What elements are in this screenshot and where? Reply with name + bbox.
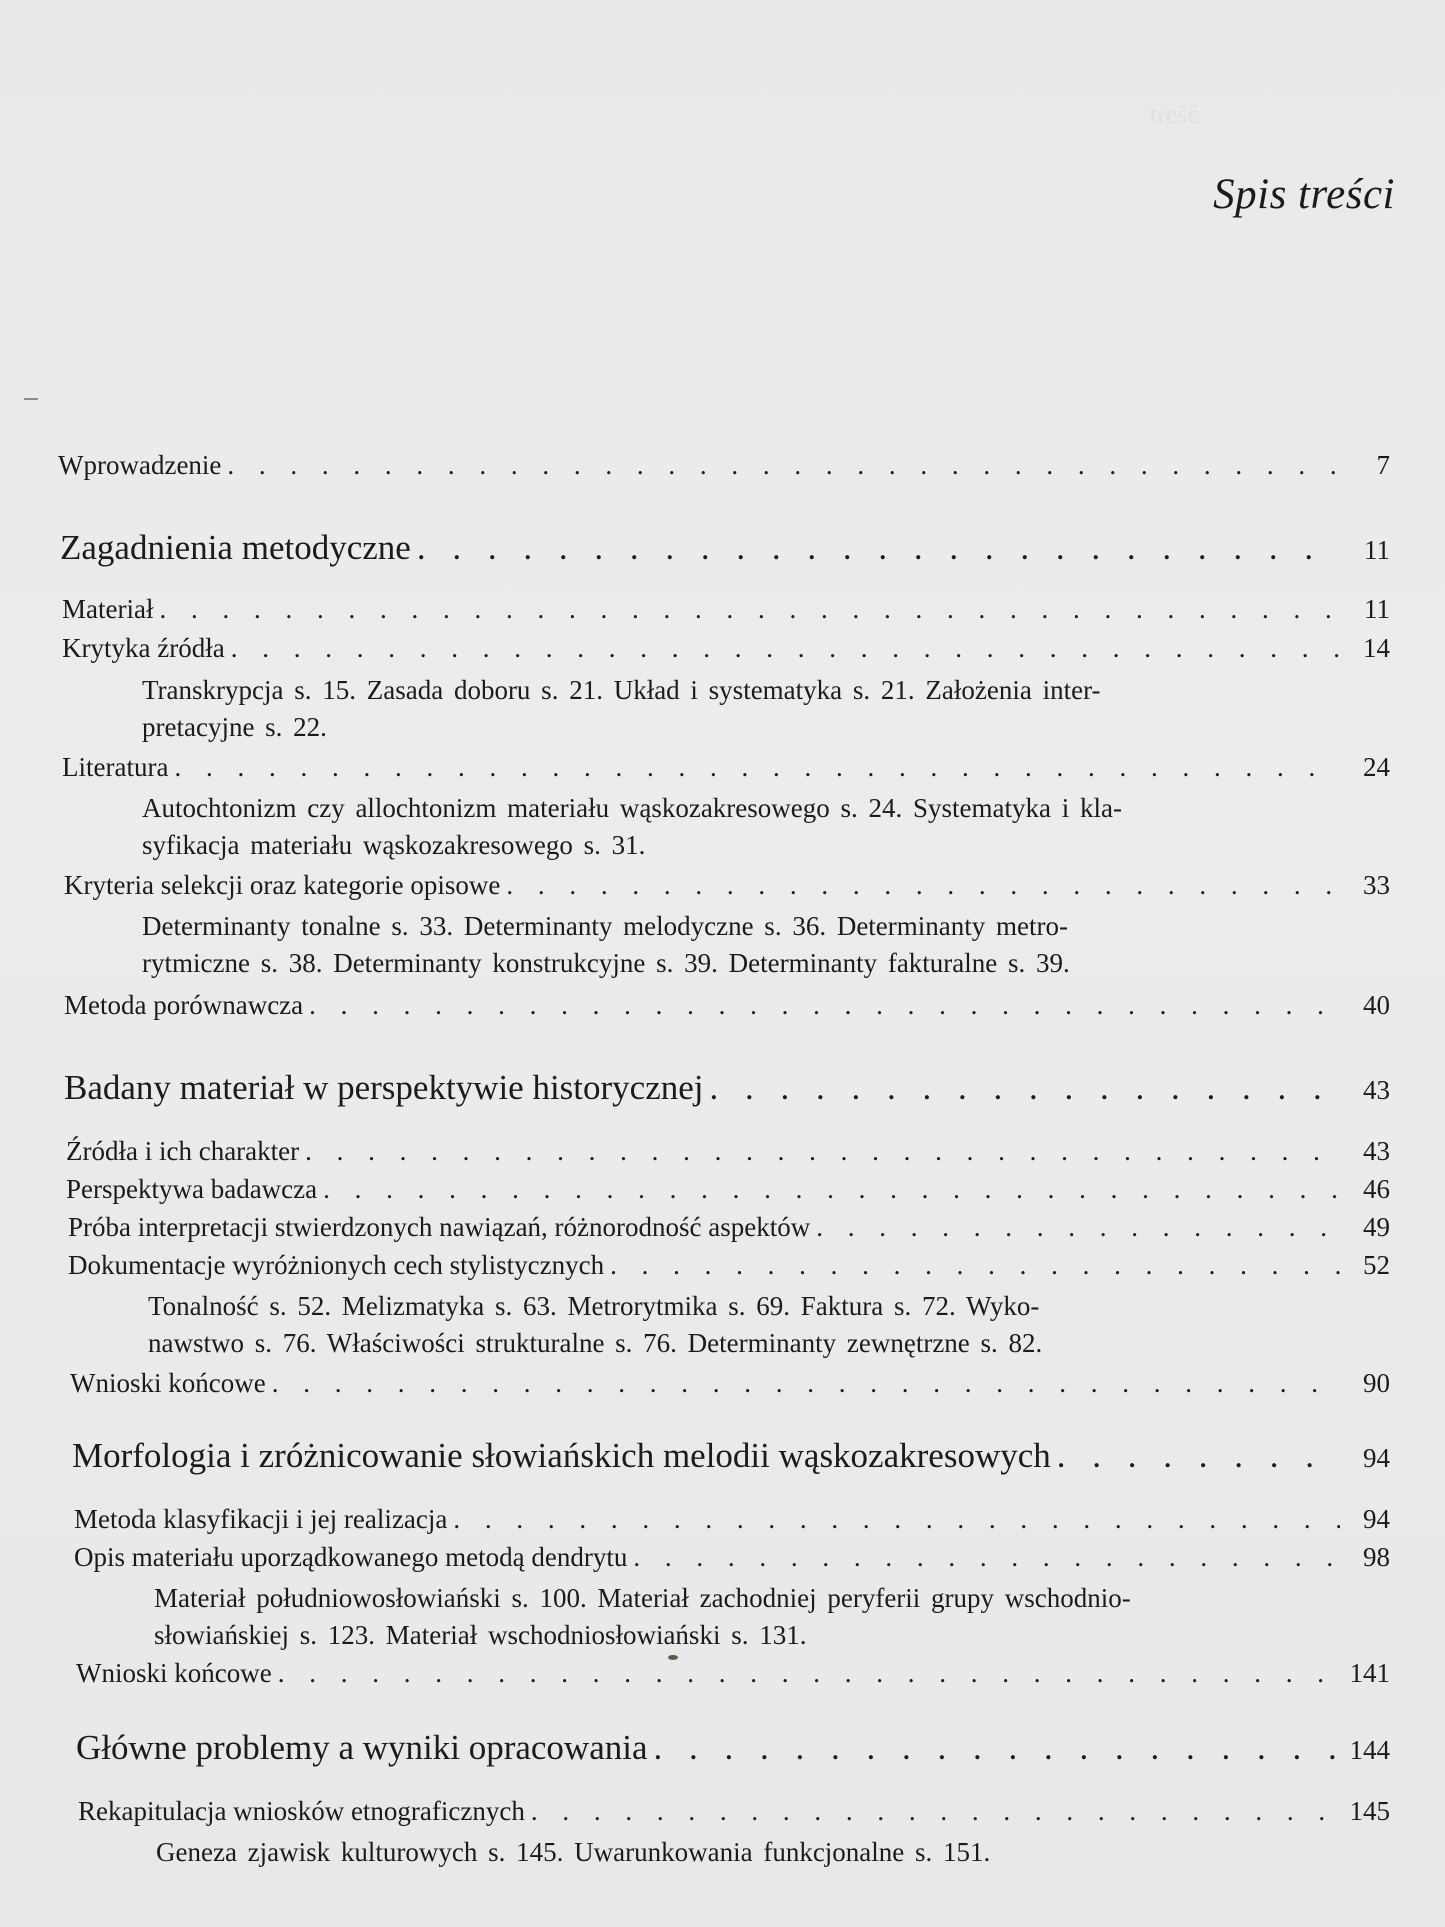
toc-label: Wnioski końcowe [70,1368,266,1398]
toc-label: Perspektywa badawcza [66,1174,318,1204]
subtopic-line: Geneza zjawisk kulturowych s. 145. Uwarunkowania funkcjonalne s. 151. [156,1837,991,1867]
dot-leader [531,1796,1340,1827]
toc-chapter-1[interactable] [60,528,1390,568]
toc-page-number: 46 [1363,1174,1390,1204]
dot-leader [323,1174,1340,1205]
toc-entry[interactable] [62,594,1390,625]
subtopic-line: rytmiczne s. 38. Determinanty konstrukcyjne s. 39. Determinanty fakturalne s. 39. [142,948,1070,978]
toc-label: Rekapitulacja wniosków etnograficznych [78,1796,525,1826]
dot-leader [417,528,1340,568]
toc-label: Główne problemy a wyniki opracowania [76,1728,648,1767]
toc-entry[interactable] [74,1542,1390,1573]
subtopic-line: pretacyjne s. 22. [142,712,327,742]
dot-leader [654,1728,1340,1768]
subtopic-line: Determinanty tonalne s. 33. Determinanty melodyczne s. 36. Determinanty metro- [142,911,1068,941]
toc-entry[interactable] [68,1212,1390,1243]
toc-page-number: 43 [1363,1136,1390,1166]
toc-page-number: 14 [1363,633,1390,663]
dot-leader [174,752,1340,783]
toc-entry[interactable] [68,1250,1390,1281]
toc-entry[interactable] [62,752,1390,783]
toc-label: Metoda klasyfikacji i jej realizacja [74,1504,448,1534]
dot-leader [506,870,1340,901]
toc-label: Metoda porównawcza [64,990,304,1020]
toc-page-number: 90 [1363,1368,1390,1398]
dot-leader [453,1504,1340,1535]
dot-leader [816,1212,1340,1243]
toc-entry[interactable] [76,1658,1390,1689]
subtopic-line: syfikacja materiału wąskozakresowego s. 31. [142,830,646,860]
dot-leader [633,1542,1340,1573]
toc-entry[interactable] [70,1368,1390,1399]
toc-chapter-4[interactable] [76,1728,1390,1768]
toc-label: Badany materiał w perspektywie historycznej [64,1068,704,1107]
dot-leader [305,1136,1340,1167]
subtopic-line: Materiał południowosłowiański s. 100. Materiał zachodniej peryferii grupy wschodnio- [154,1583,1131,1613]
toc-subtopics [142,672,1300,746]
toc-entry[interactable] [66,1174,1390,1205]
dot-leader [278,1658,1340,1689]
toc-page-number: 24 [1363,752,1390,782]
toc-subtopics [142,790,1300,864]
margin-mark [24,398,38,400]
toc-page-number: 145 [1349,1796,1390,1826]
toc-page-number: 40 [1363,990,1390,1020]
toc-entry[interactable] [66,1136,1390,1167]
toc-entry[interactable] [62,633,1390,664]
toc-chapter-2[interactable] [64,1068,1390,1108]
toc-page-number: 11 [1364,594,1390,624]
toc-chapter-3[interactable] [72,1436,1390,1476]
toc-subtopics [142,908,1300,982]
toc-entry-intro[interactable] [58,450,1390,481]
toc-label: Morfologia i zróżnicowanie słowiańskich melodii wąskozakresowych [72,1436,1051,1475]
toc-label: Krytyka źródła [62,633,225,663]
toc-label: Literatura [62,752,169,782]
toc-page-number: 94 [1363,1443,1390,1473]
bleed-through-text: treść [1150,100,1200,129]
dot-leader [231,633,1340,664]
subtopic-line: nawstwo s. 76. Właściwości strukturalne s. 76. Determinanty zewnętrzne s. 82. [148,1328,1043,1358]
dot-leader [610,1250,1340,1281]
toc-entry[interactable] [74,1504,1390,1535]
dot-leader [1057,1436,1340,1476]
toc-subtopics [148,1288,1300,1362]
toc-label: Opis materiału uporządkowanego metodą dendrytu [74,1542,628,1572]
toc-label: Dokumentacje wyróżnionych cech stylistycznych [68,1250,605,1280]
toc-label: Kryteria selekcji oraz kategorie opisowe [64,870,501,900]
toc-page-number: 141 [1349,1658,1390,1688]
toc-label: Materiał [62,594,154,624]
toc-page-number: 7 [1376,450,1390,480]
toc-label: Zagadnienia metodyczne [60,528,411,567]
subtopic-line: Autochtonizm czy allochtonizm materiału wąskozakresowego s. 24. Systematyka i kla- [142,793,1122,823]
toc-entry[interactable] [64,870,1390,901]
subtopic-line: słowiańskiej s. 123. Materiał wschodniosłowiański s. 131. [154,1620,807,1650]
toc-page-number: 98 [1363,1542,1390,1572]
toc-page-number: 49 [1363,1212,1390,1242]
toc-page-number: 52 [1363,1250,1390,1280]
toc-entry[interactable] [64,990,1390,1021]
toc-label: Wprowadzenie [58,450,222,480]
toc-page-number: 43 [1363,1075,1390,1105]
subtopic-line: Transkrypcja s. 15. Zasada doboru s. 21. Układ i systematyka s. 21. Założenia inter- [142,675,1101,705]
toc-subtopics [154,1580,1300,1654]
toc-page-number: 144 [1349,1735,1390,1765]
toc-entry[interactable] [78,1796,1390,1827]
toc-page-number: 33 [1363,870,1390,900]
toc-page-number: 94 [1363,1504,1390,1534]
dot-leader [159,594,1340,625]
dot-leader [227,450,1340,481]
dot-leader [272,1368,1340,1399]
dot-leader [309,990,1340,1021]
toc-subtopics [156,1834,1300,1871]
toc-page-number: 11 [1364,535,1390,565]
page-title: Spis treści [1213,171,1395,218]
dot-leader [710,1068,1340,1108]
toc-label: Próba interpretacji stwierdzonych nawiązań, różnorodność aspektów [68,1212,811,1242]
toc-label: Wnioski końcowe [76,1658,272,1688]
toc-label: Źródła i ich charakter [66,1136,300,1166]
subtopic-line: Tonalność s. 52. Melizmatyka s. 63. Metrorytmika s. 69. Faktura s. 72. Wyko- [148,1291,1040,1321]
